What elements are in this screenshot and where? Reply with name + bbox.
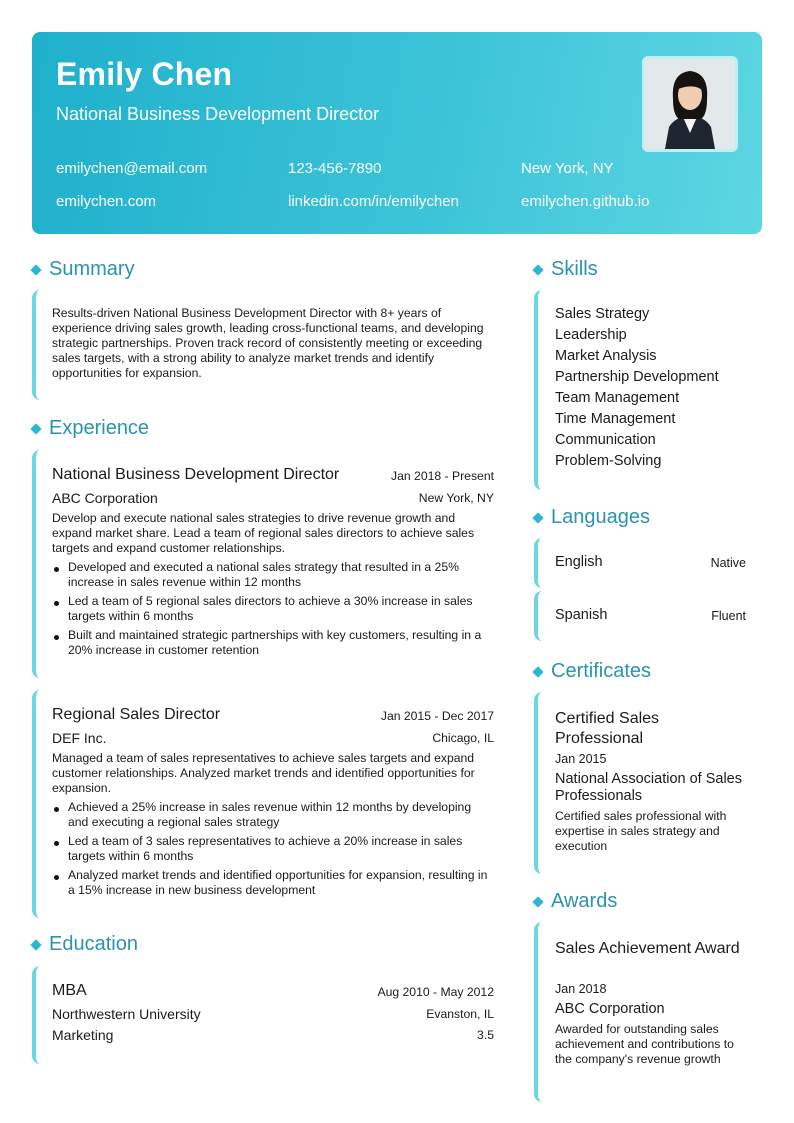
- skills-heading: [534, 258, 598, 281]
- award-title: Sales Achievement Award: [555, 940, 740, 957]
- skill-item: Leadership: [555, 327, 627, 343]
- summary-heading: [32, 258, 135, 281]
- certificates-heading-label: Certificates: [551, 660, 652, 682]
- language-name: English: [555, 554, 603, 570]
- list-item: Developed and executed a national sales strategy that resulted in a 25% increase in sales revenue within 12 months: [52, 560, 492, 590]
- candidate-title: National Business Development Director: [56, 104, 380, 124]
- job-bullets: [52, 560, 492, 662]
- education-heading-label: Education: [49, 933, 138, 955]
- skill-item: Communication: [555, 432, 656, 448]
- awards-heading-label: Awards: [551, 890, 618, 912]
- language-name: Spanish: [555, 607, 608, 623]
- languages-heading: [534, 506, 650, 529]
- certificate-date: Jan 2015: [555, 752, 607, 766]
- website-link[interactable]: emilychen.com: [56, 193, 157, 210]
- location-text: New York, NY: [521, 160, 614, 177]
- certificate-title: Certified Sales Professional: [555, 710, 660, 747]
- profile-photo: [642, 56, 738, 152]
- award-description: Awarded for outstanding sales achievement and contributions to the company's revenue growth: [555, 1022, 734, 1066]
- school-location: Evanston, IL: [426, 1007, 494, 1021]
- job-company: ABC Corporation: [52, 490, 158, 506]
- certificate-description: Certified sales professional with expertise in sales strategy and execution: [555, 809, 727, 853]
- diamond-icon: [30, 264, 41, 275]
- experience-heading-label: Experience: [49, 417, 150, 439]
- phone-text: 123-456-7890: [288, 160, 382, 177]
- diamond-icon: [532, 264, 543, 275]
- job-title: National Business Development Director: [52, 466, 340, 483]
- language-level: Fluent: [711, 609, 746, 623]
- list-item: Led a team of 5 regional sales directors to achieve a 30% increase in sales targets within 6 months: [52, 594, 492, 624]
- diamond-icon: [532, 896, 543, 907]
- degree: MBA: [52, 982, 87, 999]
- job-location: Chicago, IL: [432, 731, 494, 745]
- awards-heading: [534, 890, 617, 913]
- gpa: 3.5: [477, 1028, 494, 1042]
- list-item: Built and maintained strategic partnerships with key customers, resulting in a 20% increase in customer retention: [52, 628, 492, 658]
- diamond-icon: [30, 939, 41, 950]
- diamond-icon: [532, 512, 543, 523]
- job-location: New York, NY: [418, 491, 494, 505]
- diamond-icon: [30, 423, 41, 434]
- language-level: Native: [710, 556, 746, 570]
- summary-text: Results-driven National Business Development Director with 8+ years of experience driving sales growth, leading cross-functional teams, and developing strategic partnerships. Proven track record of consistently meeting or exceeding sales targets, with a strong ability to analyze market trends and identify opportunities for expansion.: [52, 306, 484, 380]
- job-bullets: [52, 800, 492, 902]
- summary-heading-label: Summary: [49, 258, 135, 280]
- field-of-study: Marketing: [52, 1027, 114, 1043]
- github-link[interactable]: emilychen.github.io: [521, 193, 650, 210]
- school-name: Northwestern University: [52, 1006, 201, 1022]
- job-date: Jan 2015 - Dec 2017: [380, 709, 494, 723]
- skill-item: Time Management: [555, 411, 676, 427]
- skill-item: Team Management: [555, 390, 680, 406]
- profile-photo-illustration: [645, 59, 735, 149]
- list-item: Led a team of 3 sales representatives to achieve a 20% increase in sales targets within 6 months: [52, 834, 492, 864]
- resume-header: [32, 32, 762, 234]
- job-description: Managed a team of sales representatives to achieve sales targets and expand customer relationships. Analyzed market trends and identified opportunities for expansion.: [52, 751, 475, 795]
- job-company: DEF Inc.: [52, 730, 107, 746]
- skill-item: Partnership Development: [555, 369, 719, 385]
- languages-heading-label: Languages: [551, 506, 650, 528]
- list-item: Achieved a 25% increase in sales revenue within 12 months by developing and executing a regional sales strategy: [52, 800, 492, 830]
- linkedin-link[interactable]: linkedin.com/in/emilychen: [288, 193, 459, 210]
- diamond-icon: [532, 666, 543, 677]
- certificate-issuer: National Association of Sales Professionals: [555, 771, 742, 804]
- list-item: Analyzed market trends and identified opportunities for expansion, resulting in a 15% increase in new business development: [52, 868, 492, 898]
- skill-item: Problem-Solving: [555, 453, 662, 469]
- job-description: Develop and execute national sales strategies to drive revenue growth and expand market share. Lead a team of regional sales directors to achieve sales targets and expand customer relationships.: [52, 511, 475, 555]
- candidate-name: Emily Chen: [56, 56, 233, 92]
- education-date: Aug 2010 - May 2012: [377, 985, 494, 999]
- job-date: Jan 2018 - Present: [391, 469, 494, 483]
- award-issuer: ABC Corporation: [555, 1001, 665, 1017]
- certificates-heading: [534, 660, 651, 683]
- job-title: Regional Sales Director: [52, 706, 221, 723]
- email-link[interactable]: emilychen@email.com: [56, 160, 208, 177]
- skills-heading-label: Skills: [551, 258, 598, 280]
- education-heading: [32, 933, 138, 956]
- experience-heading: [32, 417, 149, 440]
- skill-item: Market Analysis: [555, 348, 657, 364]
- skill-item: Sales Strategy: [555, 306, 650, 322]
- award-date: Jan 2018: [555, 982, 607, 996]
